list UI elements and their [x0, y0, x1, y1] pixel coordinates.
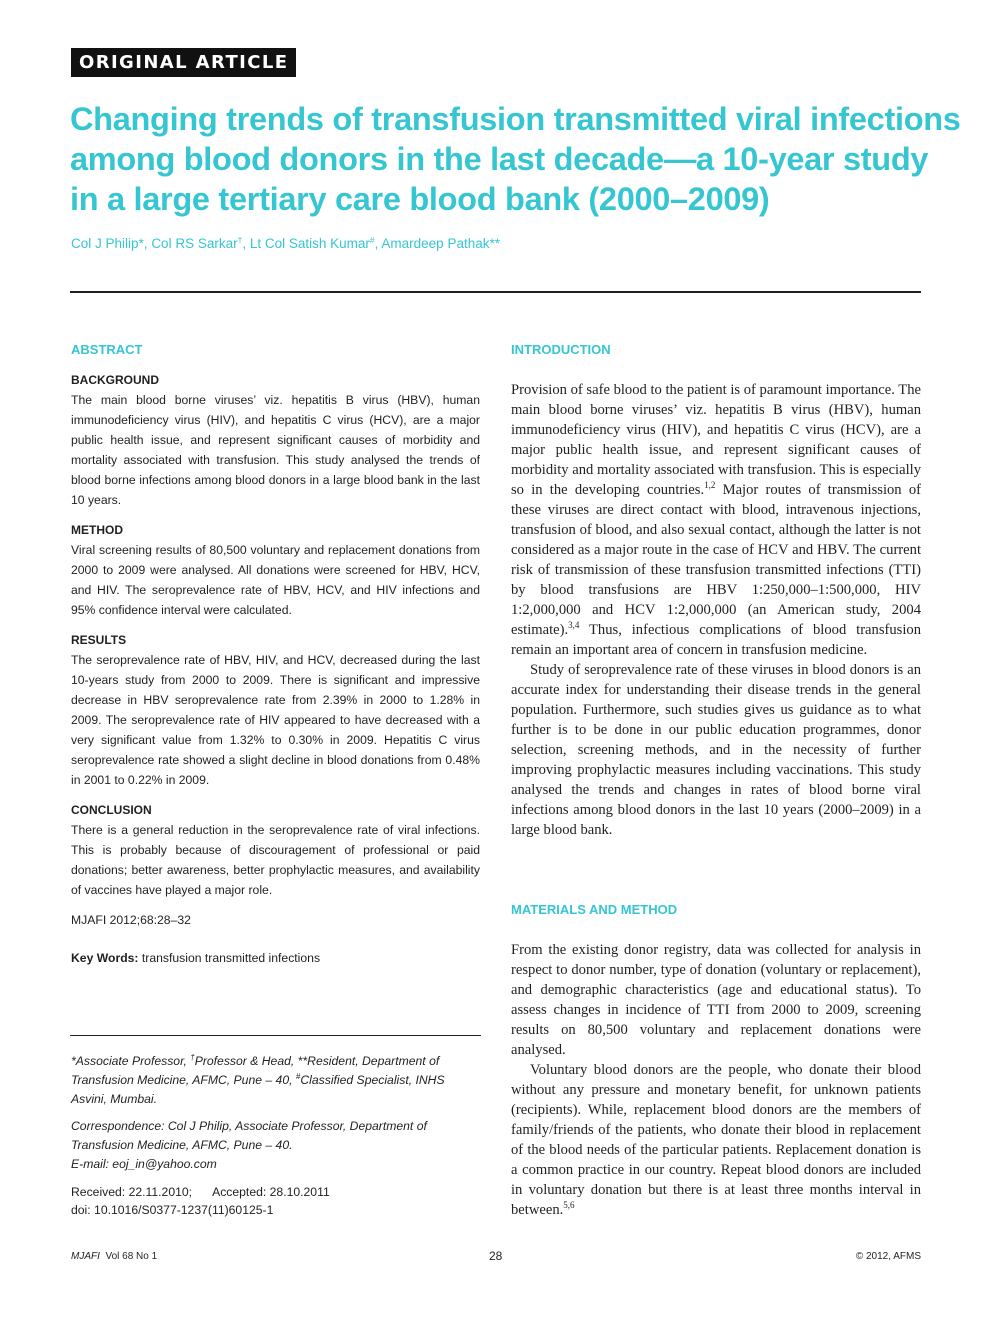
- author-list: [71, 236, 500, 251]
- affiliation-mark: #: [295, 1072, 301, 1081]
- author-separator: ,: [242, 236, 250, 251]
- background-heading: BACKGROUND: [71, 373, 159, 387]
- intro-text: Thus, infectious complications of blood transfusion remain an important area of concern in transfusion medicine.: [511, 622, 921, 658]
- author-name: Col RS Sarkar: [151, 236, 238, 251]
- author-separator: ,: [374, 236, 382, 251]
- affiliation-text: Classified Specialist, INHS Asvini, Mumbai.: [71, 1073, 445, 1106]
- title-line-1: Changing trends of transfusion transmitted viral infections: [70, 101, 961, 137]
- affiliation-mark: *: [71, 1054, 76, 1068]
- dates: [71, 1183, 330, 1202]
- conclusion-heading: CONCLUSION: [71, 803, 152, 817]
- author-mark: #: [369, 235, 375, 245]
- author-mark: **: [489, 236, 500, 251]
- keywords: [71, 951, 320, 965]
- author-separator: ,: [143, 236, 152, 251]
- author-name: Lt Col Satish Kumar: [249, 236, 370, 251]
- reference-marker: 5,6: [563, 1200, 575, 1210]
- intro-text: Provision of safe blood to the patient is of paramount importance. The main blood borne viruses’ viz. hepatitis B virus (HBV), human immunodeficiency virus (HIV), and hepatitis C virus (HCV), are a major public health issue, and represent significant causes of morbidity and mortality associated with transfusion. This is especially so in the developing countries.: [511, 382, 921, 498]
- footer-journal-name: MJAFI: [71, 1251, 100, 1262]
- article-type-badge: ORIGINAL ARTICLE: [71, 48, 296, 77]
- introduction-paragraph-1: [511, 380, 921, 660]
- introduction-body: [511, 380, 921, 840]
- footnote-divider: [70, 1035, 481, 1036]
- results-heading: RESULTS: [71, 633, 127, 647]
- materials-body: [511, 940, 921, 1220]
- abstract-method: Viral screening results of 80,500 voluntary and replacement donations from 2000 to 2009 were analysed. All donations were screened for HBV, HCV, and HIV. The seroprevalence rate of HBV, HCV, and HIV infections and 95% confidence interval were calculated.: [71, 543, 480, 617]
- header-divider: [70, 291, 921, 293]
- affiliation-mark: †: [190, 1053, 195, 1062]
- page-number: 28: [489, 1249, 503, 1263]
- materials-paragraph-1: From the existing donor registry, data was collected for analysis in respect to donor number, type of donation (voluntary or replacement), and demographic characteristics (age and educational status). To assess changes in incidence of TTI from 2000 to 2009, screening results on 80,500 voluntary and replacement donations were analysed.: [511, 942, 921, 1058]
- author-mark: †: [237, 235, 243, 245]
- materials-heading: MATERIALS AND METHOD: [511, 902, 678, 917]
- introduction-paragraph-2: Study of seroprevalence rate of these viruses in blood donors is an accurate index for understanding their disease trends in the general population. Furthermore, such studies gives us guidance as to what further is to be done in our public education programmes, donor selection, screening methods, and in the necessity of further improving prophylactic measures including vaccinations. This study analysed the trends and changes in rates of blood borne viral infections among blood donors in the last 10 years (2000–2009) in a large blood bank.: [511, 662, 921, 838]
- doi: doi: 10.1016/S0377-1237(11)60125-1: [71, 1203, 274, 1217]
- article-title: [70, 99, 961, 219]
- abstract-heading: ABSTRACT: [71, 342, 143, 357]
- intro-text: Major routes of transmission of these viruses are direct contact with blood, intravenous injections, transfusion of blood, and also sexual contact, although the latter is not considered as a major route in the case of HCV and HBV. The current risk of transmission of these transfusion transmitted infections (TTI) by blood transfusions are HBV 1:250,000–1:500,000, HIV 1:2,000,000 and HCV 1:2,000,000 (an American study, 2004 estimate).: [511, 482, 921, 638]
- correspondence: Correspondence: Col J Philip, Associate Professor, Department of Transfusion Medicine, AFMC, Pune – 40.: [71, 1119, 427, 1152]
- method-heading: METHOD: [71, 523, 123, 537]
- affiliation-text: Associate Professor,: [75, 1054, 191, 1068]
- reference-marker: 1,2: [704, 480, 716, 490]
- keywords-label: Key Words:: [71, 951, 139, 965]
- materials-text: Voluntary blood donors are the people, who donate their blood without any pressure and monetary benefit, for unknown patients (recipients). While, replacement blood donors are the members of family/friends of the patients, who donate their blood in replacement of the blood needs of the particular patients. Replacement donation is a common practice in our country. Repeat blood donors are included in voluntary donation but there is at least three months interval in between.: [511, 1062, 921, 1218]
- title-line-2: among blood donors in the last decade—a 10-year study: [70, 141, 929, 177]
- journal-citation: MJAFI 2012;68:28–32: [71, 913, 191, 927]
- email: E-mail: eoj_in@yahoo.com: [71, 1157, 217, 1171]
- footer-copyright: © 2012, AFMS: [855, 1251, 921, 1262]
- abstract-background: The main blood borne viruses’ viz. hepatitis B virus (HBV), human immunodeficiency virus (HIV), and hepatitis C virus (HCV), are a major public health issue, and represent significant causes of morbidity and mortality associated with transfusion. This study analysed the trends of blood borne infections among blood donors in a large blood bank in the last 10 years.: [71, 393, 480, 507]
- introduction-heading: INTRODUCTION: [511, 342, 611, 357]
- footer-journal: [71, 1251, 157, 1262]
- received-date: Received: 22.11.2010;: [71, 1185, 193, 1199]
- title-line-3: in a large tertiary care blood bank (2000–2009): [70, 181, 770, 217]
- affiliations: [71, 1052, 471, 1109]
- footer-volume: Vol 68 No 1: [105, 1251, 158, 1262]
- accepted-date: Accepted: 28.10.2011: [212, 1185, 330, 1199]
- keywords-value: transfusion transmitted infections: [138, 951, 321, 965]
- author-mark: *: [138, 236, 144, 251]
- author-name: Amardeep Pathak: [381, 236, 490, 251]
- author-name: Col J Philip: [71, 236, 139, 251]
- abstract-results: The seroprevalence rate of HBV, HIV, and HCV, decreased during the last 10-years study from 2000 to 2009. There is significant and impressive decrease in HBV seroprevalence rate from 2.39% in 2000 to 1.28% in 2009. The seroprevalence rate of HIV appeared to have decreased with a very significant value from 1.32% to 0.30% in 2009. Hepatitis C virus seroprevalence rate showed a slight decline in blood donations from 0.48% in 2001 to 0.22% in 2009.: [71, 653, 480, 787]
- materials-paragraph-2: [511, 1060, 921, 1220]
- reference-marker: 3,4: [568, 620, 580, 630]
- affiliation-text: Professor & Head, **Resident, Department of Transfusion Medicine, AFMC, Pune – 40,: [71, 1054, 440, 1087]
- abstract-conclusion: There is a general reduction in the seroprevalence rate of viral infections. This is probably because of discouragement of professional or paid donations; better awareness, better prophylactic measures, and availability of vaccines have played a major role.: [71, 823, 480, 897]
